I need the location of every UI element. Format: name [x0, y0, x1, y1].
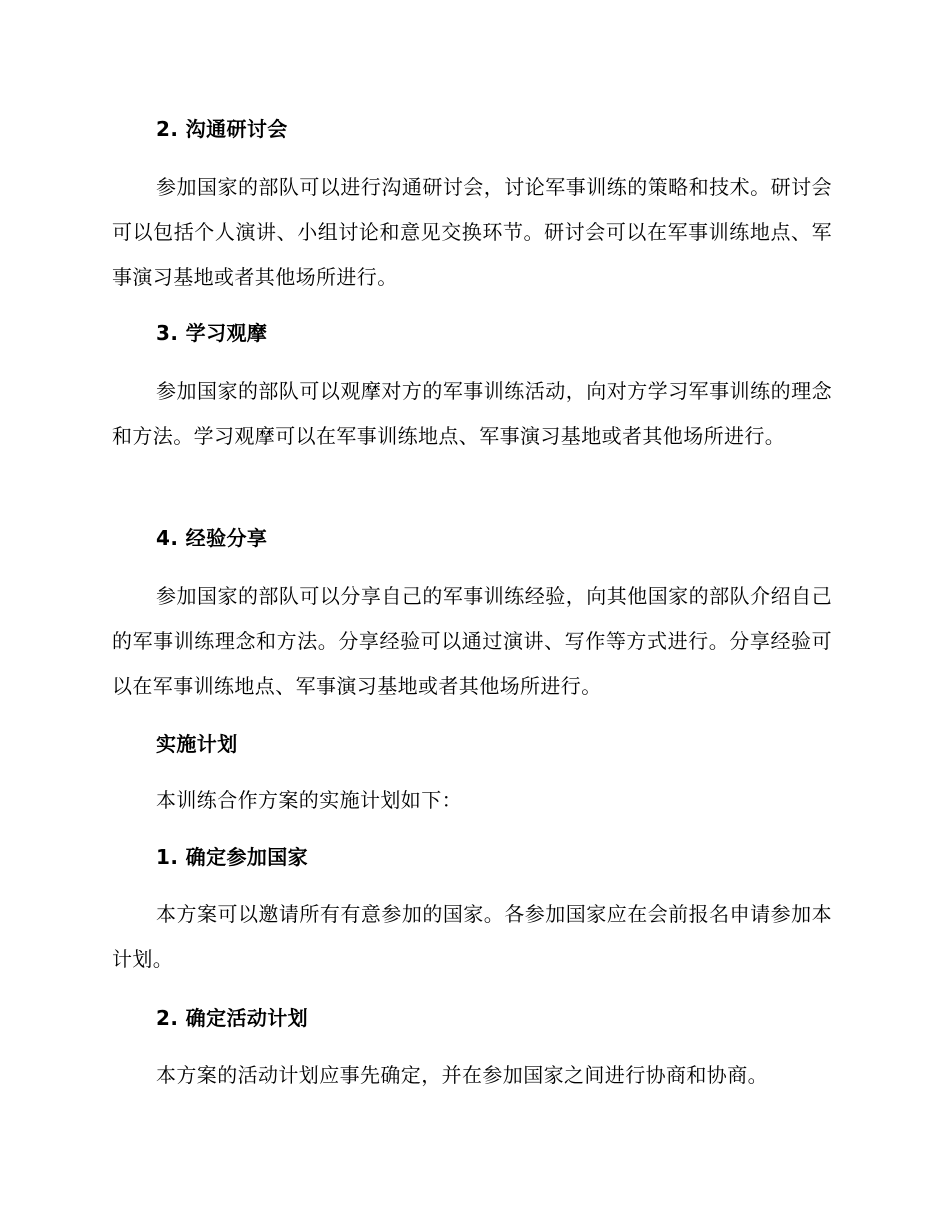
section-paragraph: 参加国家的部队可以进行沟通研讨会，讨论军事训练的策略和技术。研讨会可以包括个人演讲、小组讨论和意见交换环节。研讨会可以在军事训练地点、军事演习基地或者其他场所进行。: [112, 175, 832, 289]
section-paragraph: 参加国家的部队可以观摩对方的军事训练活动，向对方学习军事训练的理念和方法。学习观摩可以在军事训练地点、军事演习基地或者其他场所进行。: [112, 379, 832, 448]
section-paragraph: 本方案可以邀请所有有意参加的国家。各参加国家应在会前报名申请参加本计划。: [112, 902, 832, 971]
section-paragraph: 本训练合作方案的实施计划如下：: [156, 788, 462, 812]
section-heading: 3. 学习观摩: [156, 321, 268, 345]
section-heading: 实施计划: [156, 732, 238, 756]
section-paragraph: 本方案的活动计划应事先确定，并在参加国家之间进行协商和协商。: [156, 1063, 768, 1087]
section-heading: 2. 确定活动计划: [156, 1006, 309, 1030]
section-heading: 1. 确定参加国家: [156, 845, 309, 869]
section-heading: 2. 沟通研讨会: [156, 117, 288, 141]
section-heading: 4. 经验分享: [156, 526, 268, 550]
section-paragraph: 参加国家的部队可以分享自己的军事训练经验，向其他国家的部队介绍自己的军事训练理念和方法。分享经验可以通过演讲、写作等方式进行。分享经验可以在军事训练地点、军事演习基地或者其他场所进行。: [112, 584, 832, 698]
